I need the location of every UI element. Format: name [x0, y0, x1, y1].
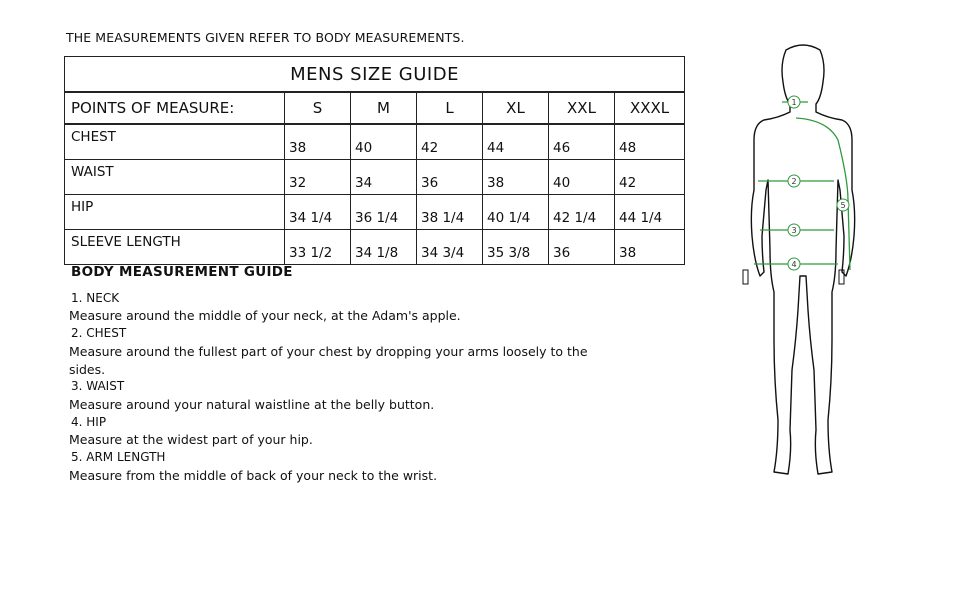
table-cell: 44	[483, 124, 549, 160]
body-outline	[751, 45, 854, 474]
table-cell: 35 3/8	[483, 230, 549, 265]
row-label: SLEEVE LENGTH	[65, 230, 285, 265]
marker-5-label: 5	[840, 201, 846, 210]
marker-4-label: 4	[791, 260, 797, 269]
table-cell: 38	[285, 124, 351, 160]
size-header-m: M	[351, 92, 417, 124]
guide-item-title: 4. HIP	[71, 414, 107, 429]
table-cell: 42 1/4	[549, 195, 615, 230]
table-row-waist	[65, 160, 685, 195]
guide-item-text: Measure around the fullest part of your chest by dropping your arms loosely to the sides.	[69, 343, 588, 377]
guide-title: BODY MEASUREMENT GUIDE	[71, 264, 293, 280]
guide-item-title: 3. WAIST	[71, 379, 125, 394]
guide-item-title: 1. NECK	[71, 290, 120, 305]
table-cell: 34 1/8	[351, 230, 417, 265]
table-cell: 48	[615, 124, 685, 160]
points-of-measure-header: POINTS OF MEASURE:	[65, 92, 285, 124]
size-header-l: L	[417, 92, 483, 124]
guide-item-title: 2. CHEST	[71, 326, 127, 341]
table-cell: 36 1/4	[351, 195, 417, 230]
table-cell: 38 1/4	[417, 195, 483, 230]
table-cell: 32	[285, 160, 351, 195]
table-cell: 34 1/4	[285, 195, 351, 230]
table-row-hip	[65, 195, 685, 230]
table-title: MENS SIZE GUIDE	[65, 57, 685, 93]
table-cell: 46	[549, 124, 615, 160]
guide-item-text: Measure from the middle of back of your neck to the wrist.	[69, 467, 438, 483]
marker-1-label: 1	[791, 98, 797, 107]
table-cell: 36	[417, 160, 483, 195]
table-cell: 38	[483, 160, 549, 195]
table-cell: 40	[549, 160, 615, 195]
table-cell: 44 1/4	[615, 195, 685, 230]
table-row-sleeve-length	[65, 230, 685, 265]
guide-item-text: Measure at the widest part of your hip.	[69, 432, 313, 448]
guide-item-title: 5. ARM LENGTH	[71, 450, 166, 465]
marker-2-label: 2	[791, 177, 797, 186]
table-header-row	[65, 92, 685, 124]
row-label: WAIST	[65, 160, 285, 195]
size-header-s: S	[285, 92, 351, 124]
body-measurement-guide	[69, 264, 589, 484]
size-header-xl: XL	[483, 92, 549, 124]
guide-item-text: Measure around the middle of your neck, at the Adam's apple.	[69, 308, 461, 324]
size-header-xxxl: XXXL	[615, 92, 685, 124]
row-label: HIP	[65, 195, 285, 230]
table-cell: 38	[615, 230, 685, 265]
table-row-chest	[65, 124, 685, 160]
arm-length-line	[796, 118, 850, 270]
left-hand-mark	[743, 270, 748, 284]
table-cell: 34 3/4	[417, 230, 483, 265]
guide-item-text: Measure around your natural waistline at the belly button.	[69, 396, 435, 412]
table-cell: 40	[351, 124, 417, 160]
table-cell: 42	[615, 160, 685, 195]
table-cell: 40 1/4	[483, 195, 549, 230]
disclaimer-text: THE MEASUREMENTS GIVEN REFER TO BODY MEASUREMENTS.	[66, 30, 465, 45]
body-silhouette-figure	[728, 40, 878, 480]
table-cell: 36	[549, 230, 615, 265]
size-header-xxl: XXL	[549, 92, 615, 124]
table-cell: 34	[351, 160, 417, 195]
table-cell: 33 1/2	[285, 230, 351, 265]
size-guide-table	[64, 56, 685, 265]
marker-3-label: 3	[791, 226, 797, 235]
row-label: CHEST	[65, 124, 285, 160]
table-cell: 42	[417, 124, 483, 160]
